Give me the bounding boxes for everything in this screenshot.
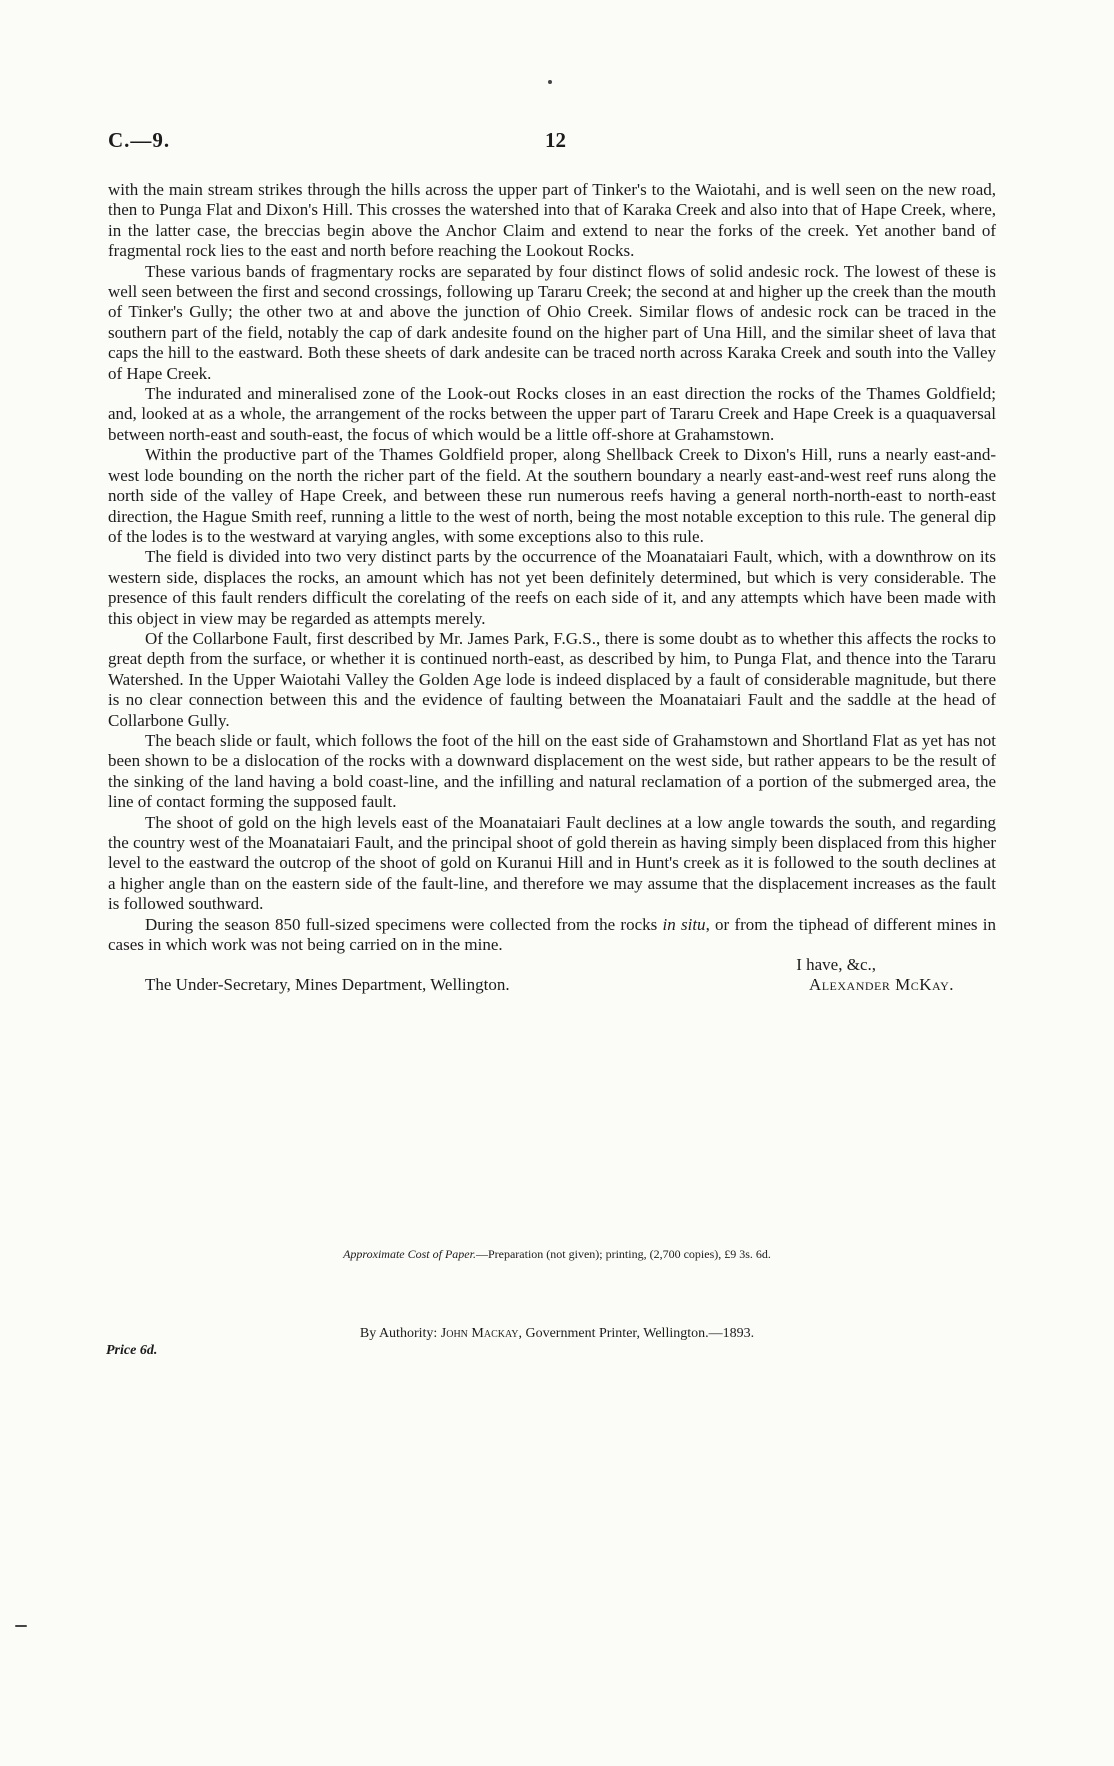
paragraph-4: Within the productive part of the Thames Goldfield proper, along Shellback Creek to Dixon's Hill, runs a nearly east-and-west lode bounding on the north the richer part of the field. At the southern boundary a nearly east-and-west reef runs along the north side of the valley of Hape Creek, and between these run numerous reefs having a general north-north-east to north-east direction, the Hague Smith reef, running a little to the west of north, being the most notable exception to this rule. The general dip of the lodes is to the westward at varying angles, with some exceptions also to this rule. xyxy=(108,445,996,546)
print-speck xyxy=(15,1625,27,1627)
cost-of-paper xyxy=(0,1247,1114,1262)
paragraph-2: These various bands of fragmentary rocks are separated by four distinct flows of solid andesic rock. The lowest of these is well seen between the first and second crossings, following up Tararu Creek; the second at and higher up the creek than the mouth of Tinker's Gully; the other two at and above the junction of Ohio Creek. Similar flows of andesic rock can be traced in the southern part of the field, notably the cap of dark andesite found on the higher part of Una Hill, and the similar sheet of lava that caps the hill to the eastward. Both these sheets of dark andesite can be traced north across Karaka Creek and south into the Valley of Hape Creek. xyxy=(108,261,996,383)
recipient: The Under-Secretary, Mines Department, Wellington. xyxy=(145,975,510,995)
report-body xyxy=(108,180,996,995)
price: Price 6d. xyxy=(106,1343,158,1358)
paragraph-3: The indurated and mineralised zone of the Look-out Rocks closes in an east direction the rocks of the Thames Goldfield; and, looked at as a whole, the arrangement of the rocks between the upper part of Tararu Creek and Hape Creek is a quaquaversal between north-east and south-east, the focus of which would be a little off-shore at Grahamstown. xyxy=(108,384,996,444)
printer-authority xyxy=(0,1326,1114,1342)
authority-prefix: By Authority: xyxy=(359,1326,441,1341)
paragraph-1: with the main stream strikes through the hills across the upper part of Tinker's to the Waiotahi, and is well seen on the new road, then to Punga Flat and Dixon's Hill. This crosses the watershed into that of Karaka Creek and also into that of Hape Creek, where, in the latter case, the breccias begin above the Anchor Claim and extend to near the forks of the creek. Yet another band of fragmental rock lies to the east and north before reaching the Lookout Rocks. xyxy=(108,180,996,261)
paragraph-8: The shoot of gold on the high levels east of the Moanataiari Fault declines at a low angle towards the south, and regarding the country west of the Moanataiari Fault, and the principal shoot of gold therein as having simply been displaced from this higher level to the eastward the outcrop of the shoot of gold on Kuranui Hill and in Hunt's creek as it is followed to the south declines at a higher angle than on the eastern side of the fault-line, and therefore we may assume that the displacement increases as the fault is followed southward. xyxy=(108,812,996,914)
closing-phrase: I have, &c., xyxy=(796,955,876,975)
cost-label: Approximate Cost of Paper. xyxy=(343,1247,476,1261)
paragraph-7: The beach slide or fault, which follows the foot of the hill on the east side of Grahamstown and Shortland Flat as yet has not been shown to be a dislocation of the rocks with a downward displacement on the west side, but rather appears to be the result of the sinking of the land having a bold coast-line, and the infilling and natural reclamation of a portion of the submerged area, the line of contact forming the supposed fault. xyxy=(108,730,996,812)
authority-suffix: , Government Printer, Wellington.—1893. xyxy=(518,1326,755,1341)
cost-detail: —Preparation (not given); printing, (2,700 copies), £9 3s. 6d. xyxy=(475,1247,771,1261)
paragraph-9-italic: in situ xyxy=(662,914,706,934)
paragraph-5: The field is divided into two very distinct parts by the occurrence of the Moanataiari Fault, which, with a downthrow on its western side, displaces the rocks, an amount which has not yet been definitely determined, but which is very considerable. The presence of this fault renders difficult the corelating of the reefs on each side of it, and any attempts which have been made with this object in view may be regarded as attempts merely. xyxy=(108,547,996,628)
signature-block xyxy=(108,955,996,995)
paragraph-9 xyxy=(108,915,996,956)
printer-name: John Mackay xyxy=(440,1326,519,1341)
page-reference: C.—9. xyxy=(108,128,171,152)
paragraph-9-start: During the season 850 full-sized specimens were collected from the rocks xyxy=(145,914,663,934)
paragraph-9-end: , or from the tiphead of different mines in cases in which work was not being carried on in the mine. xyxy=(108,914,997,955)
signatory-name: Alexander McKay. xyxy=(808,975,954,995)
paragraph-6: Of the Collarbone Fault, first described by Mr. James Park, F.G.S., there is some doubt as to whether this affects the rocks to great depth from the surface, or whether it is continued north-east, as described by him, to Punga Flat, and thence into the Tararu Watershed. In the Upper Waiotahi Valley the Golden Age lode is indeed displaced by a fault of considerable magnitude, but there is no clear connection between this and the evidence of faulting between the Moanataiari Fault and the saddle at the head of Collarbone Gully. xyxy=(108,628,996,730)
print-speck xyxy=(548,80,552,84)
page-number: 12 xyxy=(545,128,566,152)
